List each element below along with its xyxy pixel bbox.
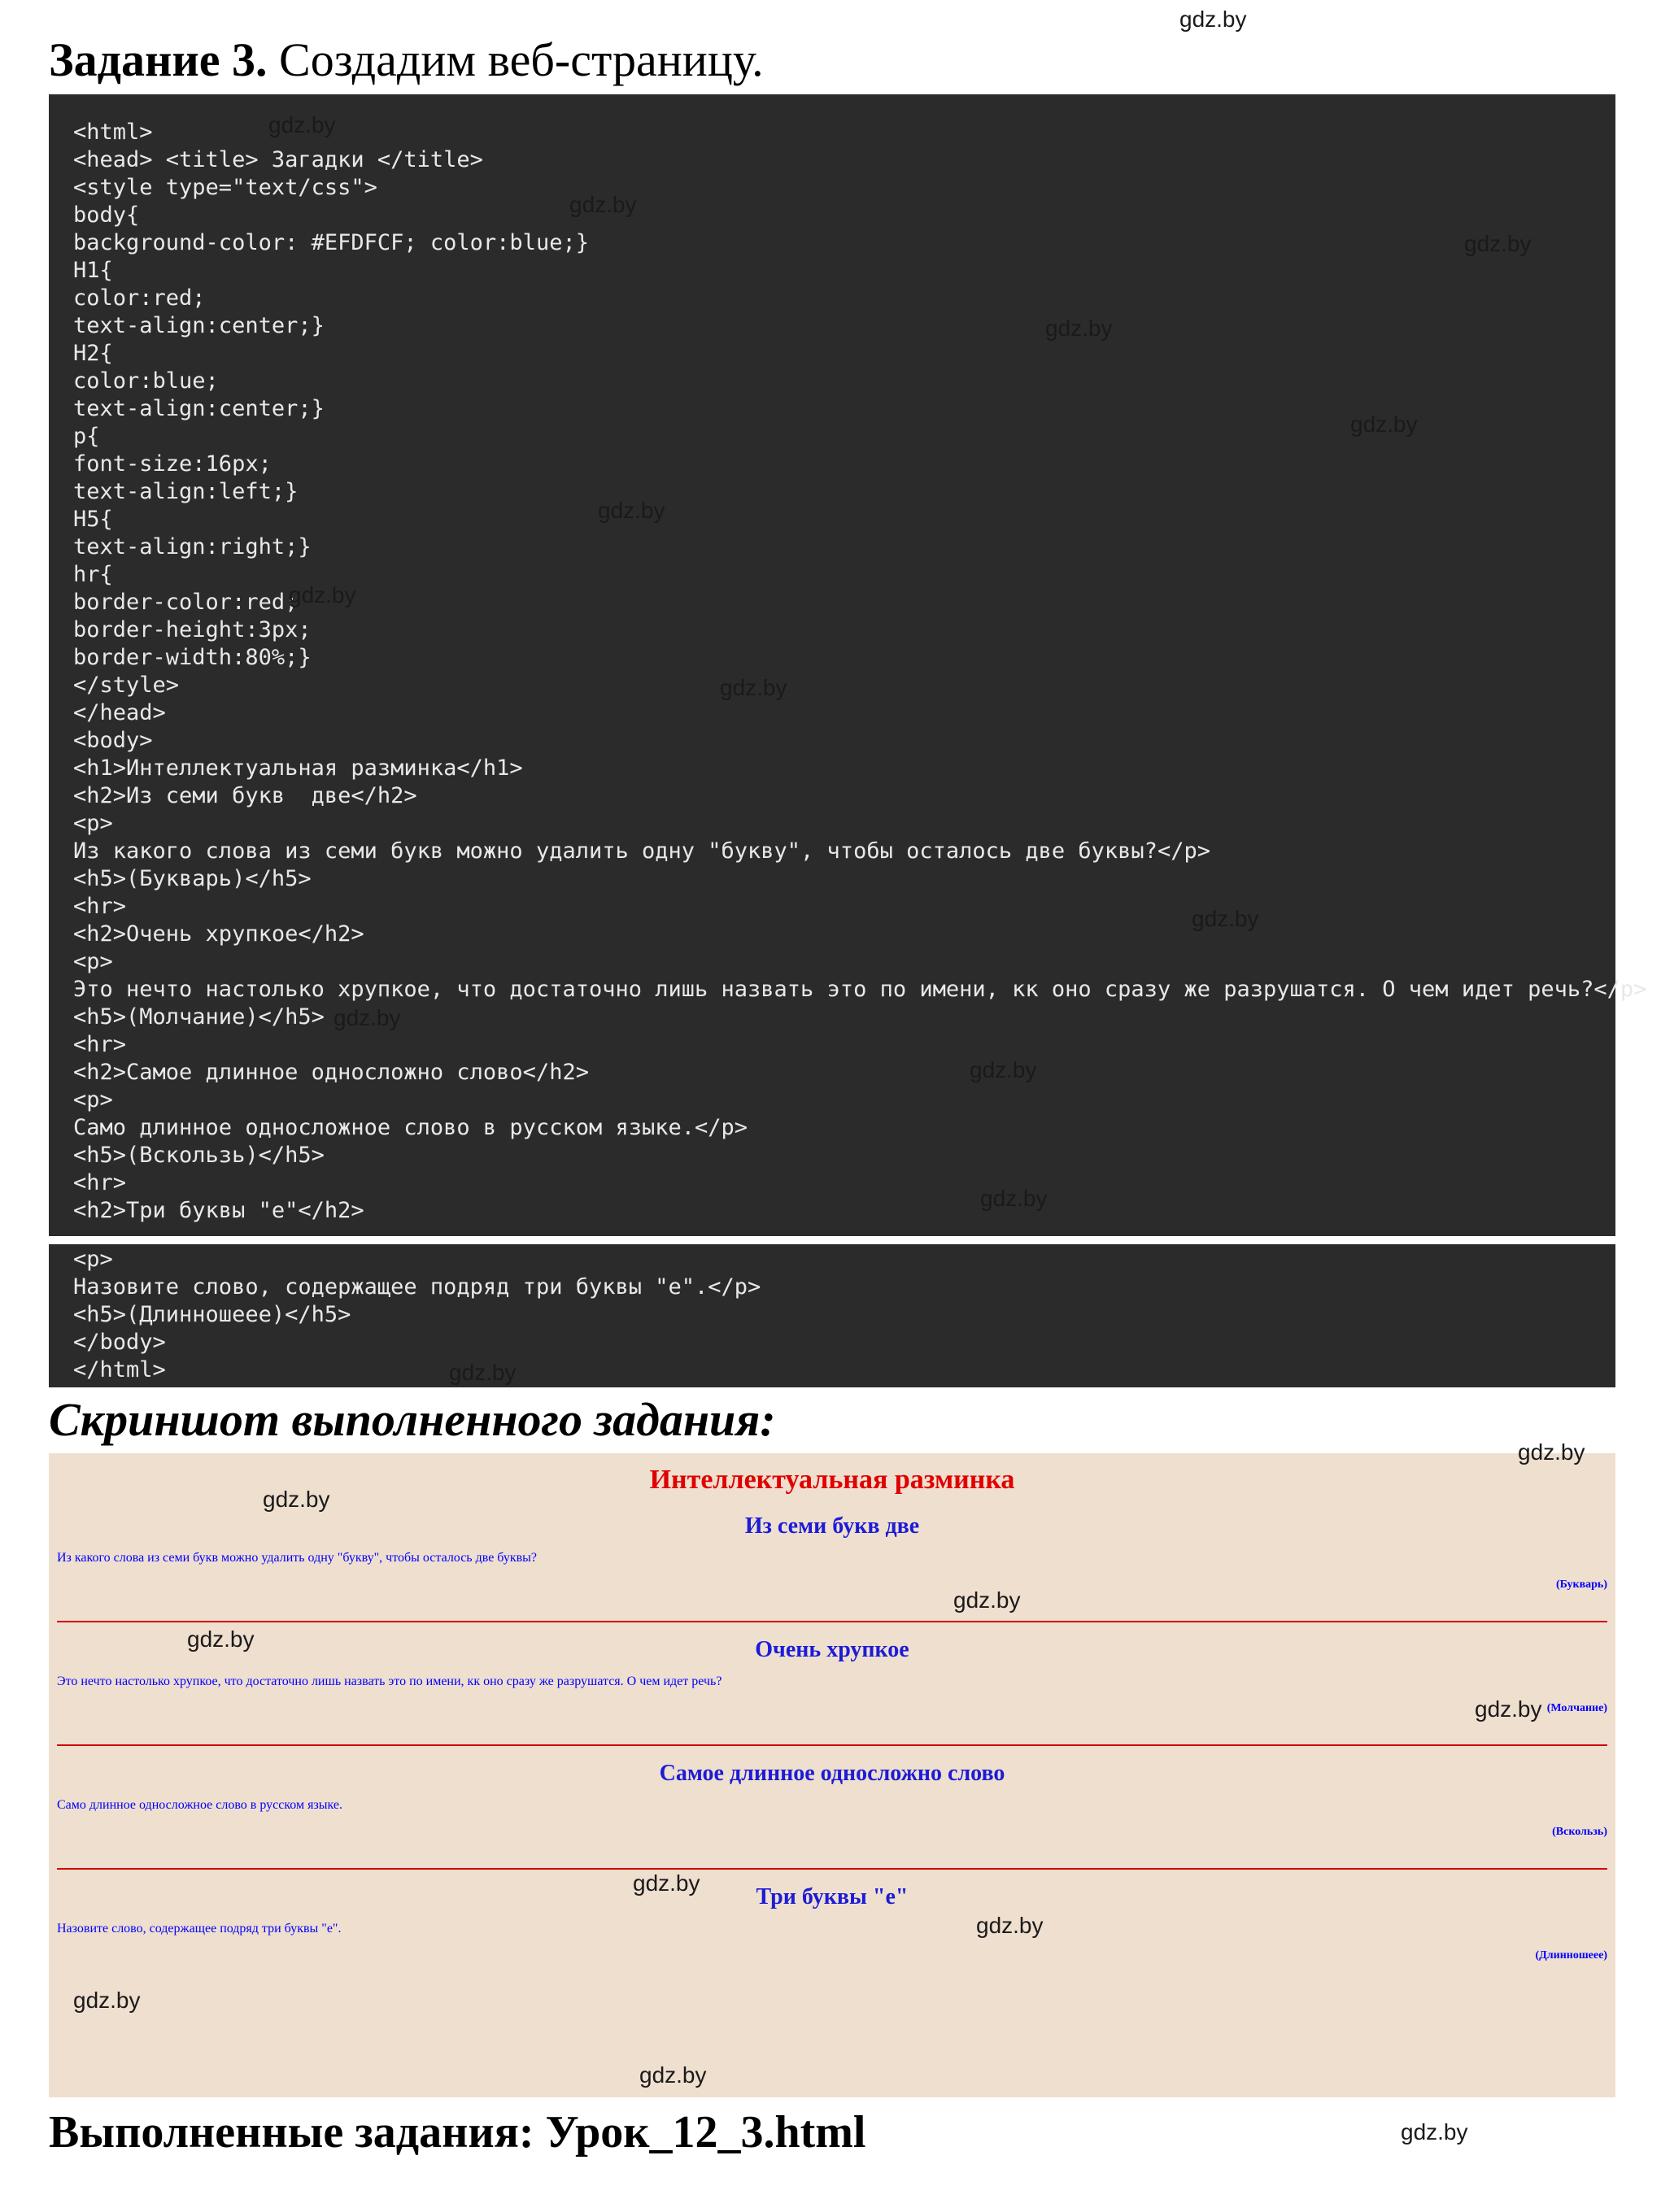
code-line: Само длинное односложное слово в русском языке.</p> <box>73 1115 748 1140</box>
watermark: gdz.by <box>569 192 637 217</box>
code-line: text-align:left;} <box>73 479 299 504</box>
code-line: <hr> <box>73 1170 127 1195</box>
completed-file-label: Выполненные задания: Урок_12_3.html <box>49 2107 866 2158</box>
code-line: <head> <title> Загадки </title> <box>73 147 483 172</box>
riddle-title: Из семи букв две <box>744 1513 920 1539</box>
code-line: </html> <box>73 1357 166 1382</box>
code-line: body{ <box>73 202 140 228</box>
watermark: gdz.by <box>976 1913 1044 1938</box>
watermark: gdz.by <box>633 1870 700 1896</box>
code-line: hr{ <box>73 562 113 587</box>
riddle-text: Назовите слово, содержащее подряд три буквы "е". <box>57 1922 342 1936</box>
code-line: <hr> <box>73 1032 127 1057</box>
code-line: <h2>Очень хрупкое</h2> <box>73 921 364 947</box>
code-line: color:red; <box>73 285 206 311</box>
code-line: <h2>Из семи букв две</h2> <box>73 783 417 808</box>
code-line: H2{ <box>73 341 113 366</box>
code-line: <html> <box>73 120 153 145</box>
code-line: border-color:red; <box>73 590 299 615</box>
code-line: </style> <box>73 673 180 698</box>
watermark: gdz.by <box>1475 1696 1542 1722</box>
code-line: <h1>Интеллектуальная разминка</h1> <box>73 755 523 781</box>
code-line: <hr> <box>73 894 127 919</box>
watermark: gdz.by <box>1464 231 1532 256</box>
code-line: border-width:80%;} <box>73 645 312 670</box>
riddle-text: Само длинное односложное слово в русском языке. <box>57 1798 343 1812</box>
riddle-section <box>57 1870 1607 1972</box>
watermark: gdz.by <box>1350 411 1418 437</box>
code-line: background-color: #EFDFCF; color:blue;} <box>73 230 589 255</box>
watermark: gdz.by <box>953 1587 1021 1613</box>
code-line: H1{ <box>73 258 113 283</box>
code-line: <p> <box>73 811 113 836</box>
code-line: <h5>(Молчание)</h5> <box>73 1004 325 1030</box>
riddle-title: Самое длинное односложно слово <box>659 1761 1005 1786</box>
task-description: Создадим веб-страницу. <box>267 33 764 86</box>
watermark: gdz.by <box>639 2062 707 2088</box>
watermark: gdz.by <box>187 1626 255 1652</box>
code-line: text-align:center;} <box>73 313 325 338</box>
code-line: <h5>(Вскользь)</h5> <box>73 1143 325 1168</box>
task-heading <box>49 33 764 87</box>
task-number: Задание 3. <box>49 33 268 86</box>
code-line: p{ <box>73 424 100 449</box>
code-line: </body> <box>73 1330 166 1355</box>
riddle-text: Это нечто настолько хрупкое, что достаточно лишь назвать это по имени, кк оно сразу же разрушатся. О чем идет речь? <box>57 1674 722 1688</box>
watermark: gdz.by <box>1179 7 1247 32</box>
watermark: gdz.by <box>970 1057 1037 1082</box>
watermark: gdz.by <box>980 1186 1048 1211</box>
result-screenshot <box>49 1453 1615 2097</box>
code-line: <h5>(Длинношеее)</h5> <box>73 1302 351 1327</box>
riddle-text: Из какого слова из семи букв можно удалить одну "букву", чтобы осталось две буквы? <box>57 1551 538 1565</box>
code-line: text-align:right;} <box>73 534 312 560</box>
riddle-answer: (Вскользь) <box>1552 1826 1607 1838</box>
page-title: Интеллектуальная разминка <box>649 1465 1015 1495</box>
watermark: gdz.by <box>334 1005 401 1030</box>
code-line: Из какого слова из семи букв можно удалить одну "букву", чтобы осталось две буквы?</p> <box>73 838 1210 864</box>
watermark: gdz.by <box>720 675 787 700</box>
watermark: gdz.by <box>73 1988 141 2013</box>
code-block-main <box>49 94 1647 1236</box>
watermark: gdz.by <box>263 1487 330 1512</box>
code-line: Назовите слово, содержащее подряд три буквы "е".</p> <box>73 1274 761 1300</box>
riddle-answer: (Молчание) <box>1546 1702 1607 1714</box>
code-line: border-height:3px; <box>73 617 312 642</box>
code-line: <p> <box>73 1247 113 1272</box>
riddle-title: Три буквы "е" <box>756 1884 909 1909</box>
code-line: <p> <box>73 1087 113 1113</box>
watermark: gdz.by <box>268 112 336 137</box>
code-line: <h5>(Букварь)</h5> <box>73 866 312 891</box>
riddle-answer: (Букварь) <box>1555 1578 1607 1591</box>
code-line: Это нечто настолько хрупкое, что достаточно лишь назвать это по имени, кк оно сразу же разрушатся. О чем идет речь?</p> <box>73 977 1647 1002</box>
code-line: </head> <box>73 700 166 725</box>
code-line: H5{ <box>73 507 113 532</box>
watermark: gdz.by <box>598 498 665 523</box>
code-line: <h2>Самое длинное односложно слово</h2> <box>73 1060 589 1085</box>
riddle-title: Очень хрупкое <box>755 1637 909 1662</box>
code-block-continued <box>49 1244 1615 1387</box>
riddle-answer: (Длинношеее) <box>1535 1949 1607 1962</box>
code-line: <p> <box>73 949 113 974</box>
watermark: gdz.by <box>1192 906 1259 931</box>
riddle-section <box>57 1622 1607 1746</box>
code-line: color:blue; <box>73 368 219 394</box>
watermark: gdz.by <box>289 582 356 607</box>
screenshot-heading: Скриншот выполненного задания: <box>49 1393 776 1446</box>
watermark: gdz.by <box>1401 2119 1468 2145</box>
code-line: <body> <box>73 728 153 753</box>
code-line: font-size:16px; <box>73 451 272 477</box>
watermark: gdz.by <box>1045 316 1113 341</box>
riddle-section <box>57 1746 1607 1870</box>
watermark: gdz.by <box>1518 1439 1585 1465</box>
watermark: gdz.by <box>449 1360 517 1385</box>
code-line: text-align:center;} <box>73 396 325 421</box>
code-line: <style type="text/css"> <box>73 175 377 200</box>
code-line: <h2>Три буквы "е"</h2> <box>73 1198 364 1223</box>
riddle-section <box>57 1510 1607 1622</box>
